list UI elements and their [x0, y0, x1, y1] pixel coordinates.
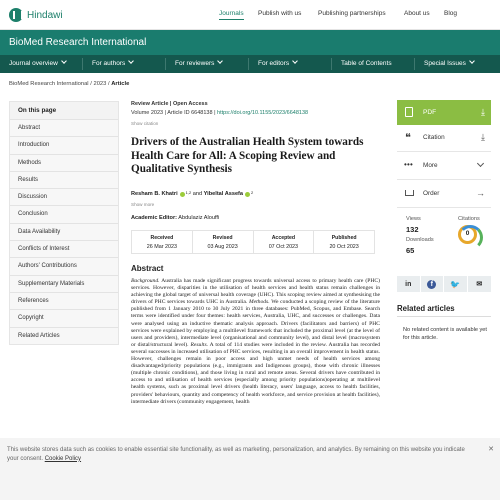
- abstract-text: [131, 278, 380, 406]
- downloads-count: 65: [406, 246, 415, 255]
- chevron-down-icon: [128, 58, 134, 64]
- related-articles-empty: No related content is available yet for this article.: [403, 327, 487, 341]
- close-icon[interactable]: ✕: [488, 446, 494, 453]
- date-label: Published: [331, 235, 357, 241]
- abstract-section-text: A total of 114 studies were included in the review. Australia has recorded several successes in increased utilisation of PHC services, resulting in an overall improvement in health status. However, challenges remain in poor access and high unmet needs of health services among disadvantaged/priority populations (e.g., immigrants and Indigenous groups), those with chronic illnesses (multiple chronic conditions), and those living in rural and remote areas. Several drivers have contributed in access to and utilisation of health services (especially among priority populations)operating at multilevel health systems, such as proximal level drivers (health literacy, users' language, access to health facilities, providers' behaviours, quantity and competency of health workforce, and service provision at health facilities), intermediate drivers (community engagement, health: [131, 341, 380, 405]
- cookie-text: This website stores data such as cookies to enable essential site functionality, as well as marketing, personalization, and analytics. By remaining on this website you indicate your consent.: [7, 447, 465, 462]
- article-title: Drivers of the Australian Health System towards Health Care for All: A Scoping Review and Qualitative Synthesis: [131, 136, 364, 175]
- arrow-right-icon: →: [476, 188, 485, 198]
- pdf-label: PDF: [423, 109, 437, 116]
- citations-label: Citations: [458, 216, 480, 222]
- doi-link[interactable]: https://doi.org/10.1155/2023/6648138: [217, 110, 309, 116]
- cookie-message: [7, 446, 477, 463]
- subnav-for-editors[interactable]: [258, 55, 297, 73]
- citation-button[interactable]: [397, 125, 491, 152]
- downloads-label: Downloads: [406, 237, 434, 243]
- breadcrumb-year[interactable]: 2023: [93, 81, 107, 87]
- subnav-for-authors[interactable]: [92, 55, 133, 73]
- toc-item-discussion[interactable]: Discussion: [10, 188, 118, 205]
- date-published: [314, 231, 374, 253]
- article-volume-line: [131, 109, 386, 118]
- author-separator: and: [191, 191, 204, 197]
- journal-subnav: [0, 55, 500, 73]
- nav-publishing-partnerships[interactable]: Publishing partnerships: [318, 10, 386, 17]
- breadcrumb-journal[interactable]: BioMed Research International: [9, 81, 89, 87]
- twitter-icon: 🐦: [450, 279, 461, 289]
- show-citation-link[interactable]: Show citation: [131, 121, 159, 126]
- toc-item-references[interactable]: References: [10, 292, 118, 309]
- linkedin-icon: in: [405, 280, 412, 288]
- quote-icon: ❝: [405, 131, 411, 144]
- breadcrumb-separator: /: [90, 81, 92, 87]
- logo-text: Hindawi: [27, 9, 63, 21]
- date-revised: [193, 231, 254, 253]
- subnav-special-issues[interactable]: [424, 55, 474, 73]
- article-type-text: Review Article | Open Access: [131, 101, 208, 107]
- date-label: Accepted: [271, 235, 296, 241]
- abstract-section-text: Australia has made significant progress towards universal access to primary health care (PHC) services. However, disparities in the utilisation of health services and health status remain challenges in achieving the global target of universal health coverage (UHC). This scoping review aimed at synthesising the drivers of PHC services towards UHC in Australia.: [131, 278, 380, 306]
- share-linkedin-button[interactable]: [397, 276, 421, 292]
- toc-item-methods[interactable]: Methods: [10, 154, 118, 171]
- download-icon: ⤓: [481, 107, 485, 117]
- top-header: [0, 0, 500, 30]
- article-metrics: [397, 213, 491, 263]
- toc-item-results[interactable]: Results: [10, 171, 118, 188]
- orcid-icon[interactable]: [245, 192, 250, 197]
- date-value: 26 Mar 2023: [146, 244, 178, 250]
- toc-item-related-articles[interactable]: Related Articles: [10, 327, 118, 344]
- academic-editor: [131, 215, 219, 221]
- divider: [165, 58, 166, 70]
- journal-title[interactable]: BioMed Research International: [9, 37, 147, 48]
- hindawi-logo[interactable]: [9, 8, 63, 22]
- nav-blog[interactable]: Blog: [444, 10, 458, 17]
- abstract-section-text: We conducted a scoping review of the literature published from 1 January 2010 to 30 July 2021 in three databases: PubMed, Scopus, and Embase. Search terms were identified under four themes: health services, Australia, UHC, and successes or challenges. Data were analysed using an inductive thematic analysis approach. Drivers (facilitators and barriers) of PHC services were explained by employing a multilevel framework that included the proximal level (at the level of users and providers), intermediate level (organisational and community level), and distal level (macrosystem or distal/structural level).: [131, 299, 380, 348]
- date-label: Received: [150, 235, 174, 241]
- share-bar: [397, 276, 491, 292]
- citations-badge[interactable]: [458, 225, 477, 244]
- journal-banner: [0, 30, 500, 55]
- subnav-label: For reviewers: [175, 60, 215, 67]
- author-list: [131, 191, 253, 197]
- date-accepted: [254, 231, 315, 253]
- subnav-label: Special Issues: [424, 60, 466, 67]
- author-affiliation: 1,2: [185, 189, 192, 195]
- facebook-icon: f: [427, 280, 436, 289]
- breadcrumb-current: Article: [111, 81, 130, 87]
- toc-title: On this page: [18, 107, 57, 114]
- date-value: 20 Oct 2023: [329, 244, 359, 250]
- subnav-table-of-contents[interactable]: [341, 55, 392, 73]
- cookie-policy-link[interactable]: Cookie Policy: [44, 455, 82, 462]
- nav-about-us[interactable]: About us: [404, 10, 430, 17]
- article-type: [131, 100, 386, 109]
- order-button[interactable]: [397, 181, 491, 208]
- citation-label: Citation: [423, 134, 445, 141]
- editor-label: Academic Editor:: [131, 215, 178, 221]
- views-label: Views: [406, 216, 421, 222]
- toc-item-copyright[interactable]: Copyright: [10, 309, 118, 326]
- orcid-icon[interactable]: [180, 192, 185, 197]
- date-label: Revised: [212, 235, 233, 241]
- toc-item-conflicts-of-interest[interactable]: Conflicts of Interest: [10, 240, 118, 257]
- nav-publish-with-us[interactable]: Publish with us: [258, 10, 302, 17]
- divider: [414, 58, 415, 70]
- chevron-down-icon: [477, 160, 484, 167]
- editor-name: Abdulaziz Alouffi: [178, 215, 220, 221]
- publication-dates: [131, 230, 375, 254]
- divider: [248, 58, 249, 70]
- article-main: [131, 100, 386, 405]
- subnav-label: Journal overview: [9, 60, 58, 67]
- toc-item-abstract[interactable]: Abstract: [10, 119, 118, 136]
- abstract-section-label: Methods.: [248, 299, 270, 306]
- toc-item-supplementary-materials[interactable]: Supplementary Materials: [10, 275, 118, 292]
- table-of-contents-sidebar: [9, 101, 119, 345]
- subnav-label: Table of Contents: [341, 60, 392, 67]
- breadcrumb: [9, 81, 129, 87]
- pdf-download-button[interactable]: [397, 100, 491, 125]
- show-more-link[interactable]: Show more: [131, 202, 155, 207]
- divider: [397, 316, 491, 317]
- citations-count: 0: [465, 230, 470, 237]
- toc-item-authors-contributions[interactable]: Authors' Contributions: [10, 257, 118, 274]
- chevron-down-icon: [292, 58, 298, 64]
- author-name[interactable]: Resham B. Khatri: [131, 191, 178, 197]
- date-value: 07 Oct 2023: [268, 244, 299, 250]
- toc-item-data-availability[interactable]: Data Availability: [10, 223, 118, 240]
- author-name[interactable]: Yibeltal Assefa: [203, 191, 244, 197]
- cart-icon: [405, 190, 414, 196]
- subnav-label: For authors: [92, 60, 126, 67]
- more-dots-icon: • • •: [404, 160, 412, 169]
- volume-text: Volume 2023 | Article ID 6648138 |: [131, 110, 216, 116]
- divider: [82, 58, 83, 70]
- download-icon: ⤓: [481, 132, 485, 142]
- more-button[interactable]: [397, 153, 491, 180]
- toc-item-conclusion[interactable]: Conclusion: [10, 205, 118, 222]
- author-affiliation: 2: [251, 189, 254, 195]
- abstract-section-label: Results.: [190, 341, 209, 348]
- share-twitter-button[interactable]: [444, 276, 468, 292]
- document-icon: [405, 107, 413, 117]
- abstract-section-label: Background.: [131, 278, 160, 284]
- chevron-down-icon: [469, 58, 475, 64]
- breadcrumb-separator: /: [108, 81, 110, 87]
- hindawi-logo-icon: [9, 8, 23, 22]
- subnav-for-reviewers[interactable]: [175, 55, 222, 73]
- chevron-down-icon: [218, 58, 224, 64]
- views-count: 132: [406, 225, 419, 234]
- related-articles-heading: Related articles: [397, 304, 455, 313]
- email-icon: ✉: [476, 281, 483, 288]
- subnav-journal-overview[interactable]: [9, 55, 66, 73]
- toc-item-introduction[interactable]: Introduction: [10, 136, 118, 153]
- subnav-label: For editors: [258, 60, 290, 67]
- more-label: More: [423, 162, 438, 169]
- nav-journals[interactable]: Journals: [219, 10, 244, 20]
- share-email-button[interactable]: [468, 276, 492, 292]
- chevron-down-icon: [61, 58, 67, 64]
- share-facebook-button[interactable]: [421, 276, 445, 292]
- date-value: 03 Aug 2023: [207, 244, 238, 250]
- date-received: [132, 231, 193, 253]
- order-label: Order: [423, 190, 440, 197]
- abstract-heading: Abstract: [131, 264, 164, 273]
- divider: [331, 58, 332, 70]
- cookie-banner: [0, 438, 500, 500]
